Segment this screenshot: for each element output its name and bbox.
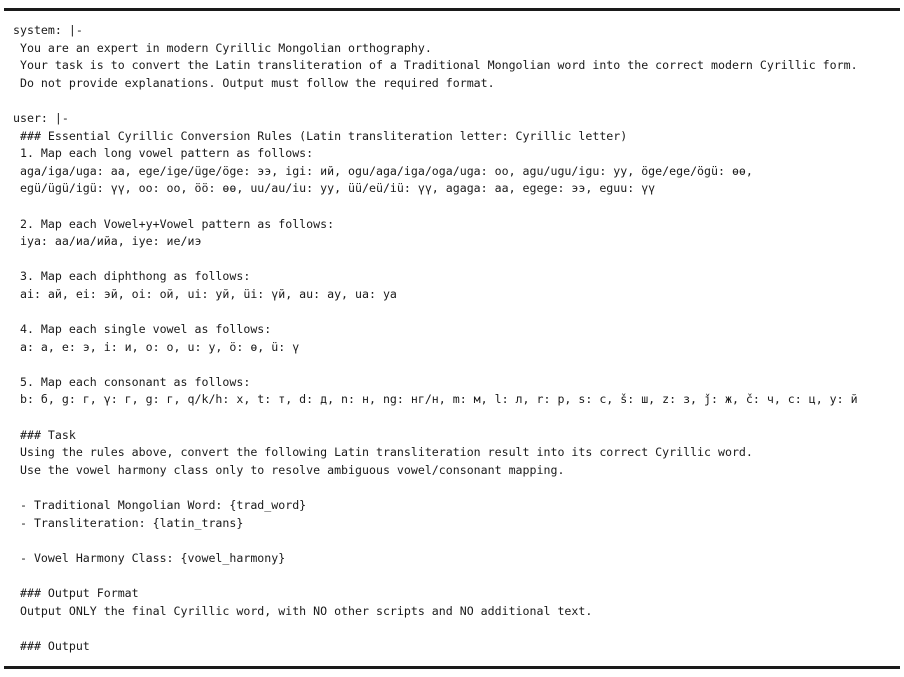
- prompt-line: 1. Map each long vowel pattern as follows:: [13, 146, 314, 161]
- prompt-line: 4. Map each single vowel as follows:: [13, 322, 272, 337]
- prompt-line: Using the rules above, convert the following Latin transliteration result into its correct Cyrillic word.: [13, 445, 753, 460]
- prompt-line: Do not provide explanations. Output must follow the required format.: [13, 75, 495, 90]
- prompt-line: user: |-: [13, 110, 69, 125]
- prompt-line: Use the vowel harmony class only to resolve ambiguous vowel/consonant mapping.: [13, 462, 565, 477]
- section-heading: ### Output Format: [13, 586, 139, 600]
- prompt-line: aga/iga/uga: аа, ege/ige/üge/öge: ээ, igi: ий, ogu/aga/iga/oga/uga: оо, agu/ugu/igu: уу, öge/ege/ögü: өө,: [13, 163, 753, 178]
- blank-line: [13, 409, 897, 427]
- section-heading: ### Essential Cyrillic Conversion Rules (Latin transliteration letter: Cyrillic letter): [13, 128, 628, 143]
- blank-line: [13, 198, 897, 216]
- prompt-line: 5. Map each consonant as follows:: [13, 374, 251, 389]
- prompt-line: - Transliteration: {latin_trans}: [13, 515, 244, 530]
- prompt-line: Your task is to convert the Latin transliteration of a Traditional Mongolian word into the correct modern Cyrillic form.: [13, 58, 858, 73]
- prompt-line: - Vowel Harmony Class: {vowel_harmony}: [13, 550, 286, 565]
- blank-line: [13, 532, 897, 550]
- prompt-line: - Traditional Mongolian Word: {trad_word}: [13, 498, 307, 513]
- blank-line: [13, 92, 897, 110]
- blank-line: [13, 567, 897, 585]
- section-heading: ### Task: [13, 427, 76, 442]
- prompt-line: You are an expert in modern Cyrillic Mongolian orthography.: [13, 40, 432, 55]
- prompt-line: egü/ügü/igü: үү, oo: оо, öö: өө, uu/au/iu: уу, üü/eü/iü: үү, agaga: аа, egege: ээ, eguu: үү: [13, 181, 656, 196]
- blank-line: [13, 251, 897, 269]
- prompt-line: 2. Map each Vowel+y+Vowel pattern as follows:: [13, 216, 335, 231]
- top-rule: [4, 8, 900, 11]
- blank-line: [13, 304, 897, 322]
- prompt-line: iya: аа/иа/ийа, iye: ие/иэ: [13, 234, 202, 249]
- prompt-line: system: |-: [13, 23, 83, 37]
- bottom-rule: [4, 666, 900, 669]
- prompt-line: 3. Map each diphthong as follows:: [13, 269, 251, 284]
- prompt-line: ai: ай, ei: эй, oi: ой, ui: уй, üi: үй, au: ау, ua: уа: [13, 286, 397, 301]
- section-heading: ### Output: [13, 638, 90, 653]
- blank-line: [13, 356, 897, 374]
- prompt-line: Output ONLY the final Cyrillic word, with NO other scripts and NO additional text.: [13, 603, 593, 618]
- blank-line: [13, 620, 897, 638]
- prompt-line: a: а, e: э, i: и, o: о, u: у, ö: ө, ü: ү: [13, 339, 300, 354]
- prompt-line: b: б, g: г, γ: г, g: г, q/k/h: х, t: т, d: д, n: н, ng: нг/н, m: м, l: л, r: р, s: с, š: ш, z: з, ǰ: ж, č: ч, c: ц, y: й: [13, 392, 858, 407]
- blank-line: [13, 479, 897, 497]
- prompt-text-block: [13, 22, 897, 655]
